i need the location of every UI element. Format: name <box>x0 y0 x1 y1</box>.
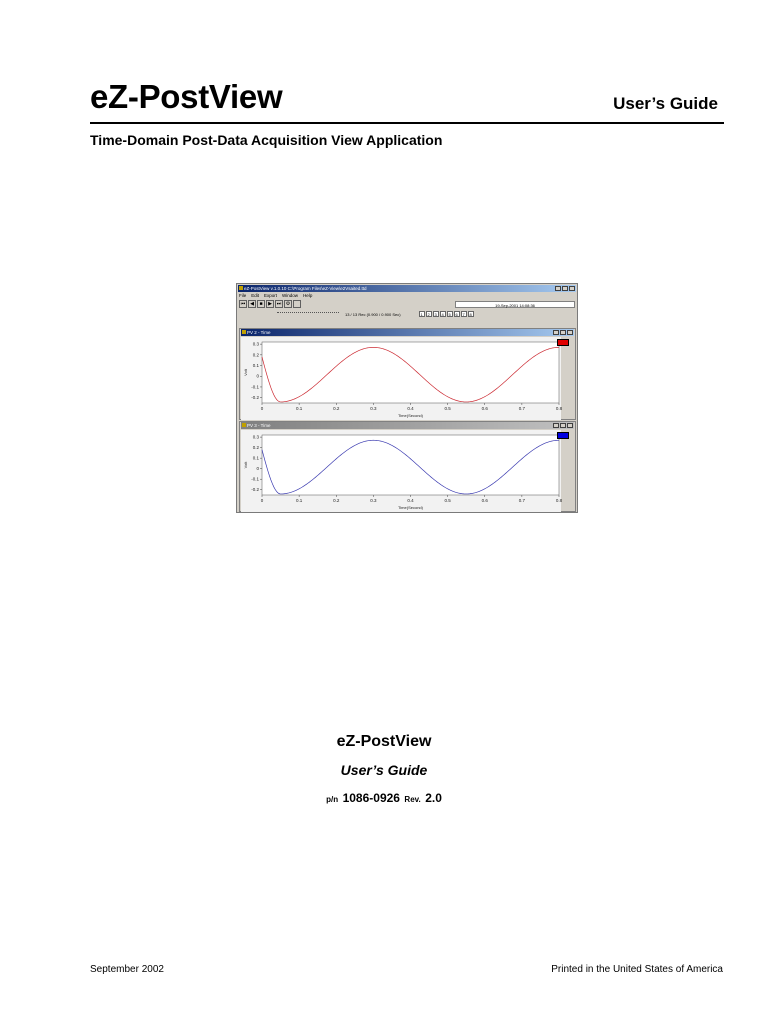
app-menu-bar <box>239 293 312 298</box>
page-button: 6 <box>455 312 458 317</box>
app-window-title: eZ-PostView v.1.0.10 C:\Program Files\eZ-View\e2Vsaited.ttd <box>244 286 367 291</box>
plot-window-controls <box>553 423 573 428</box>
page-button: 7 <box>462 312 465 317</box>
y-axis-label: Volt <box>243 369 248 376</box>
page-button: 4 <box>441 312 444 317</box>
app-toolbar <box>239 300 301 308</box>
plot-pv3 <box>241 430 561 512</box>
record-slider-row <box>277 311 474 317</box>
doc-type-subtitle: User’s Guide <box>340 762 428 778</box>
datetime-display: 19-Sep-2001 14:08:36 <box>455 301 575 308</box>
y-tick-label: 0.3 <box>252 341 259 347</box>
x-tick-label: 0.1 <box>295 406 303 411</box>
menu-help: Help <box>303 293 313 298</box>
y-tick-label: 0 <box>256 373 259 379</box>
product-title: eZ-PostView <box>336 733 432 750</box>
menu-export: Export <box>264 293 278 298</box>
header-rule <box>90 122 724 124</box>
plot-window-pv3 <box>239 421 576 512</box>
y-axis-label: Volt <box>243 461 248 469</box>
plot-window-title: PV 2 - Time <box>247 330 271 335</box>
menu-window: Window <box>282 293 299 298</box>
blank-tool-icon <box>293 300 301 308</box>
y-tick-label: -0.1 <box>251 384 259 390</box>
page-buttons <box>419 311 474 317</box>
settings-icon: ⚙ <box>285 301 291 307</box>
x-tick-label: 0.8 <box>555 498 563 503</box>
y-tick-label: -0.2 <box>251 395 259 401</box>
plot-window-icon <box>242 423 246 427</box>
x-tick-label: 0.3 <box>370 406 377 411</box>
plot-window-controls <box>553 330 573 335</box>
maximize-icon <box>560 423 566 428</box>
close-icon <box>569 286 575 291</box>
page-subtitle: Time-Domain Post-Data Acquisition View Application <box>90 132 443 148</box>
prev-record-icon: ◀ <box>248 300 256 308</box>
color-swatch <box>557 432 569 439</box>
plot-window-title: PV 3 - Time <box>247 423 271 428</box>
x-tick-label: 0.7 <box>518 406 526 411</box>
last-record-icon: ⏭ <box>276 301 282 307</box>
x-tick-label: 0.1 <box>295 498 303 503</box>
page-button: 5 <box>448 312 451 317</box>
close-icon <box>567 423 573 428</box>
x-tick-label: 0.5 <box>444 406 451 411</box>
first-record-icon: ⏮ <box>240 301 246 307</box>
y-tick-label: -0.2 <box>251 487 259 493</box>
brand-title: eZ-PostView <box>90 78 283 115</box>
plot-title-bar <box>241 329 574 336</box>
page-button: 3 <box>434 312 437 317</box>
plot-window-icon <box>242 330 246 334</box>
page-button: 8 <box>469 312 472 317</box>
part-number-line <box>0 789 768 807</box>
x-tick-label: 0.7 <box>518 498 526 503</box>
x-tick-label: 0.6 <box>481 406 488 411</box>
app-icon <box>239 286 243 290</box>
menu-edit: Edit <box>251 293 260 298</box>
y-tick-label: 0.3 <box>252 434 259 440</box>
x-tick-label: 0.4 <box>407 498 414 503</box>
page-button: 2 <box>427 312 430 317</box>
maximize-icon <box>560 330 566 335</box>
record-slider <box>277 312 339 316</box>
x-tick-label: 0.2 <box>333 498 340 503</box>
part-number: 1086-0926 <box>342 791 400 805</box>
x-tick-label: 0.8 <box>555 406 563 411</box>
revision: 2.0 <box>425 791 442 805</box>
close-icon <box>567 330 573 335</box>
plot-title-bar <box>241 422 574 429</box>
x-tick-label: 0.6 <box>481 498 488 503</box>
x-tick-label: 0.5 <box>444 498 451 503</box>
menu-file: File <box>239 293 247 298</box>
window-controls <box>555 286 575 291</box>
minimize-icon <box>555 286 561 291</box>
footer-printed: Printed in the United States of America <box>551 964 723 975</box>
color-swatch <box>557 339 569 346</box>
rev-prefix: Rev. <box>404 795 421 804</box>
app-title-bar <box>238 285 576 292</box>
x-tick-label: 0.3 <box>370 498 377 503</box>
x-axis-label: Time(Second) <box>398 413 423 418</box>
y-tick-label: -0.1 <box>251 476 259 482</box>
x-axis-label: Time(Second) <box>398 505 423 510</box>
play-icon: ▶ <box>266 300 274 308</box>
stop-icon: ■ <box>257 300 265 308</box>
plot-window-pv2 <box>239 328 576 420</box>
doc-type-label: User’s Guide <box>613 94 718 113</box>
x-tick-label: 0 <box>260 498 264 503</box>
y-tick-label: 0.1 <box>252 455 259 461</box>
page-button: 1 <box>420 312 423 317</box>
y-tick-label: 0.1 <box>252 363 259 369</box>
minimize-icon <box>553 330 559 335</box>
footer-date: September 2002 <box>90 964 164 975</box>
record-readout: 13 / 13 Rec (0.900 / 0.900 Sec) <box>345 311 401 317</box>
app-screenshot <box>236 283 578 513</box>
x-tick-label: 0 <box>260 406 264 411</box>
y-tick-label: 0 <box>256 466 259 472</box>
pn-prefix: p/n <box>326 795 339 804</box>
x-tick-label: 0.4 <box>407 406 414 411</box>
maximize-icon <box>562 286 568 291</box>
x-tick-label: 0.2 <box>333 406 340 411</box>
plot-pv2 <box>241 337 561 420</box>
y-tick-label: 0.2 <box>252 445 259 451</box>
y-tick-label: 0.2 <box>252 352 259 358</box>
minimize-icon <box>553 423 559 428</box>
